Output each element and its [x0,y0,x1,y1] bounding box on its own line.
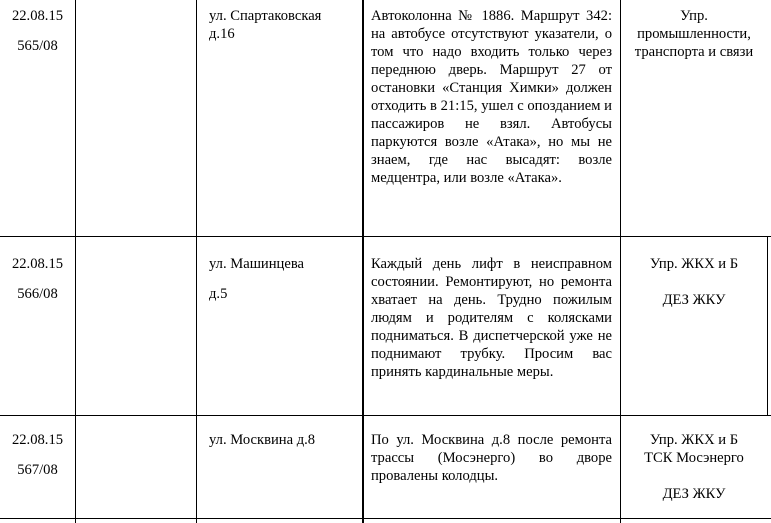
address-cell [209,255,359,303]
row-date: 22.08.15 [11,8,64,24]
department-line: Упр. [680,8,708,24]
date-cell [0,431,75,479]
department-line: ДЕЗ ЖКУ [662,292,726,308]
address-house: д.5 [209,286,228,302]
address-street: ул. Спартаковская [209,8,322,24]
row-number: 565/08 [17,38,58,54]
address-street: ул. Москвина д.8 [209,432,316,448]
department-cell [621,431,767,503]
complaint-text: По ул. Москвина д.8 после ремонта трассы (Мосэнерго) во дворе провалены колодцы. [371,432,612,484]
row-date: 22.08.15 [11,432,64,448]
date-cell [0,7,75,55]
column-divider [75,0,76,523]
row-date: 22.08.15 [11,256,64,272]
right-border [767,236,768,416]
row-number: 567/08 [17,462,58,478]
address-street: ул. Машинцева [209,256,305,272]
row-number: 566/08 [17,286,58,302]
row-divider [0,518,771,519]
department-line: ТСК Мосэнерго [644,450,744,466]
address-cell [209,431,359,449]
complaint-text: Автоколонна № 1886. Маршрут 342: на автобусе отсутствуют указатели, о том что надо входить только через переднюю дверь. Маршрут 27 от остановки «Станция Химки» должен отходить в 21:15, ушел с опозданием и пассажиров не взял. Автобусы паркуются возле «Атака», но мы не знаем, где нас высадят: возле медцентра, или возле «Атака». [371,8,612,186]
column-divider [196,0,197,523]
department-cell [621,7,767,61]
department-line: Упр. ЖКХ и Б [649,432,739,448]
department-line: промышленности, [637,26,751,42]
address-cell [209,7,359,43]
department-line: Упр. ЖКХ и Б [649,256,739,272]
address-house: д.16 [209,26,235,42]
row-divider [0,236,771,237]
complaint-text: Каждый день лифт в неисправном состоянии. Ремонтируют, но ремонта хватает на день. Трудно пожилым людям и родителям с колясками подниматься. В диспетчерской уже не поднимают трубку. Просим вас принять кардинальные меры. [371,256,612,380]
department-line: транспорта и связи [634,44,754,60]
column-divider [363,0,364,523]
row-divider [0,415,771,416]
department-cell [621,255,767,309]
date-cell [0,255,75,303]
department-line: ДЕЗ ЖКУ [662,486,726,502]
